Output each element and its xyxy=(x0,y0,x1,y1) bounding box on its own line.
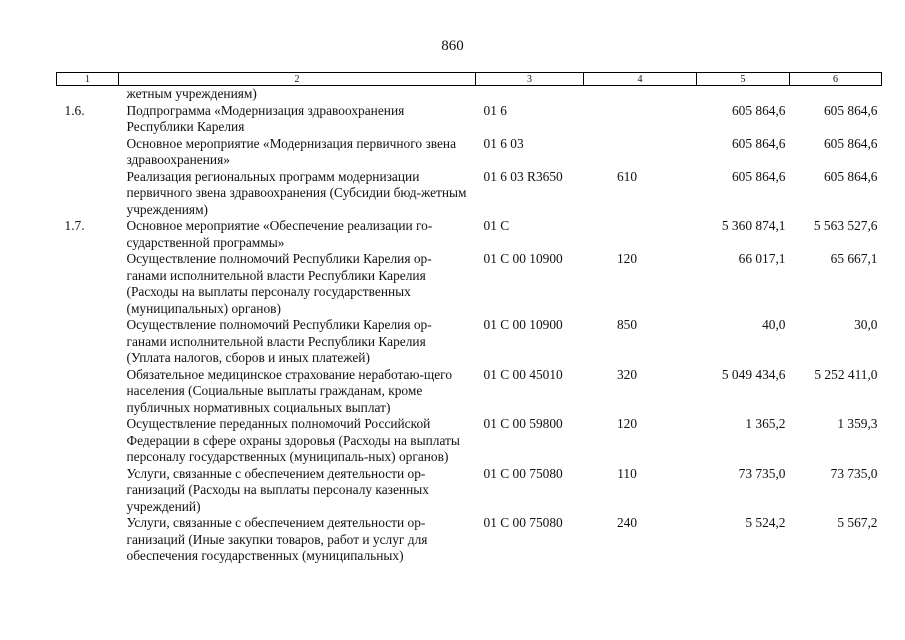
row-code xyxy=(476,86,584,103)
header-cell: 6 xyxy=(790,73,882,86)
row-amount-year2: 30,0 xyxy=(854,317,878,332)
row-amount-year1 xyxy=(697,86,790,103)
row-amount-year1: 5 049 434,6 xyxy=(721,366,786,382)
row-amount-year1: 40,0 xyxy=(762,317,786,332)
row-name: Осуществление переданных полномочий Российской Федерации в сфере охраны здоровья (Расходы на выплаты персоналу государственных (муниципаль-ных) органов) xyxy=(126,416,460,464)
row-name: жетным учреждениям) xyxy=(126,86,257,101)
row-amount-year1: 605 864,6 xyxy=(731,168,786,184)
row-code: 01 С 00 10900 xyxy=(483,317,563,332)
row-number xyxy=(57,136,119,169)
row-number xyxy=(57,86,119,103)
row-name: Подпрограмма «Модернизация здравоохранения Республики Карелия xyxy=(126,102,405,134)
row-code: 01 6 xyxy=(483,102,507,118)
budget-table xyxy=(56,72,882,565)
table-row xyxy=(57,367,882,417)
row-amount-year2: 1 359,3 xyxy=(837,416,878,431)
row-number xyxy=(57,317,119,367)
row-expense-type xyxy=(584,103,697,136)
row-amount-year1: 605 864,6 xyxy=(731,135,786,151)
table-row xyxy=(57,251,882,317)
row-expense-type: 240 xyxy=(616,515,638,530)
row-expense-type xyxy=(584,136,697,169)
column-number-header xyxy=(57,73,882,86)
header-cell: 4 xyxy=(584,73,697,86)
row-code: 01 С xyxy=(483,218,510,233)
row-name: Обязательное медицинское страхование неработаю-щего населения (Социальные выплаты гражданам, кроме публичных нормативных социальных выплат) xyxy=(126,366,453,415)
table-row xyxy=(57,103,882,136)
row-amount-year2: 605 864,6 xyxy=(823,102,878,118)
header-cell: 2 xyxy=(119,73,476,86)
row-number xyxy=(57,169,119,219)
row-amount-year2 xyxy=(790,86,882,103)
row-amount-year1: 1 365,2 xyxy=(745,416,786,431)
row-amount-year2: 605 864,6 xyxy=(823,135,878,151)
row-name: Осуществление полномочий Республики Карелия ор-ганами исполнительной власти Республики Карелия (Расходы на выплаты персоналу государственных (муниципальных) органов) xyxy=(126,251,432,316)
row-number xyxy=(57,251,119,317)
table-row xyxy=(57,515,882,565)
table-row xyxy=(57,416,882,466)
row-code: 01 С 00 75080 xyxy=(483,515,563,530)
row-expense-type: 120 xyxy=(616,416,638,431)
row-amount-year1: 66 017,1 xyxy=(738,251,786,266)
row-expense-type: 610 xyxy=(616,168,638,184)
row-number: 1.7. xyxy=(64,218,85,233)
header-cell: 5 xyxy=(697,73,790,86)
header-cell: 1 xyxy=(57,73,119,86)
row-amount-year2: 5 567,2 xyxy=(837,515,878,530)
table-row xyxy=(57,136,882,169)
row-amount-year1: 605 864,6 xyxy=(731,102,786,118)
table-row xyxy=(57,218,882,251)
row-code: 01 С 00 10900 xyxy=(483,251,563,266)
row-amount-year2: 605 864,6 xyxy=(823,168,878,184)
row-code: 01 С 00 45010 xyxy=(483,366,563,382)
row-number xyxy=(57,466,119,516)
row-expense-type: 320 xyxy=(616,366,638,382)
row-code: 01 С 00 59800 xyxy=(483,416,563,431)
table-row xyxy=(57,169,882,219)
row-name: Услуги, связанные с обеспечением деятельности ор-ганизаций (Иные закупки товаров, работ и услуг для обеспечения государственных (муниципальных) xyxy=(126,515,428,563)
row-amount-year1: 73 735,0 xyxy=(738,465,786,481)
row-amount-year2: 65 667,1 xyxy=(830,251,878,266)
row-name: Осуществление полномочий Республики Карелия ор-ганами исполнительной власти Республики Карелия (Уплата налогов, сборов и иных платежей) xyxy=(126,317,432,365)
row-amount-year1: 5 360 874,1 xyxy=(721,218,786,233)
row-name: Основное мероприятие «Обеспечение реализации го-сударственной программы» xyxy=(126,218,433,250)
page-number: 860 xyxy=(441,38,464,54)
row-expense-type: 120 xyxy=(616,251,638,266)
row-amount-year2: 73 735,0 xyxy=(830,465,878,481)
row-expense-type: 110 xyxy=(617,465,637,481)
table-row xyxy=(57,86,882,103)
row-amount-year2: 5 252 411,0 xyxy=(814,366,878,382)
header-cell: 3 xyxy=(476,73,584,86)
row-number xyxy=(57,515,119,565)
row-amount-year1: 5 524,2 xyxy=(745,515,786,530)
row-code: 01 6 03 R3650 xyxy=(483,168,563,184)
row-code: 01 С 00 75080 xyxy=(483,465,563,481)
row-amount-year2: 5 563 527,6 xyxy=(813,218,878,233)
row-number: 1.6. xyxy=(64,102,85,118)
row-expense-type: 850 xyxy=(616,317,638,332)
row-name: Реализация региональных программ модернизации первичного звена здравоохранения (Субсидии бюд-жетным учреждениям) xyxy=(126,168,467,217)
row-number xyxy=(57,367,119,417)
table-row xyxy=(57,317,882,367)
table-row xyxy=(57,466,882,516)
row-code: 01 6 03 xyxy=(483,135,524,151)
row-number xyxy=(57,416,119,466)
row-expense-type xyxy=(584,218,697,251)
row-name: Основное мероприятие «Модернизация первичного звена здравоохранения» xyxy=(126,135,457,167)
row-name: Услуги, связанные с обеспечением деятельности ор-ганизаций (Расходы на выплаты персоналу казенных учреждений) xyxy=(126,465,429,514)
row-expense-type xyxy=(584,86,697,103)
